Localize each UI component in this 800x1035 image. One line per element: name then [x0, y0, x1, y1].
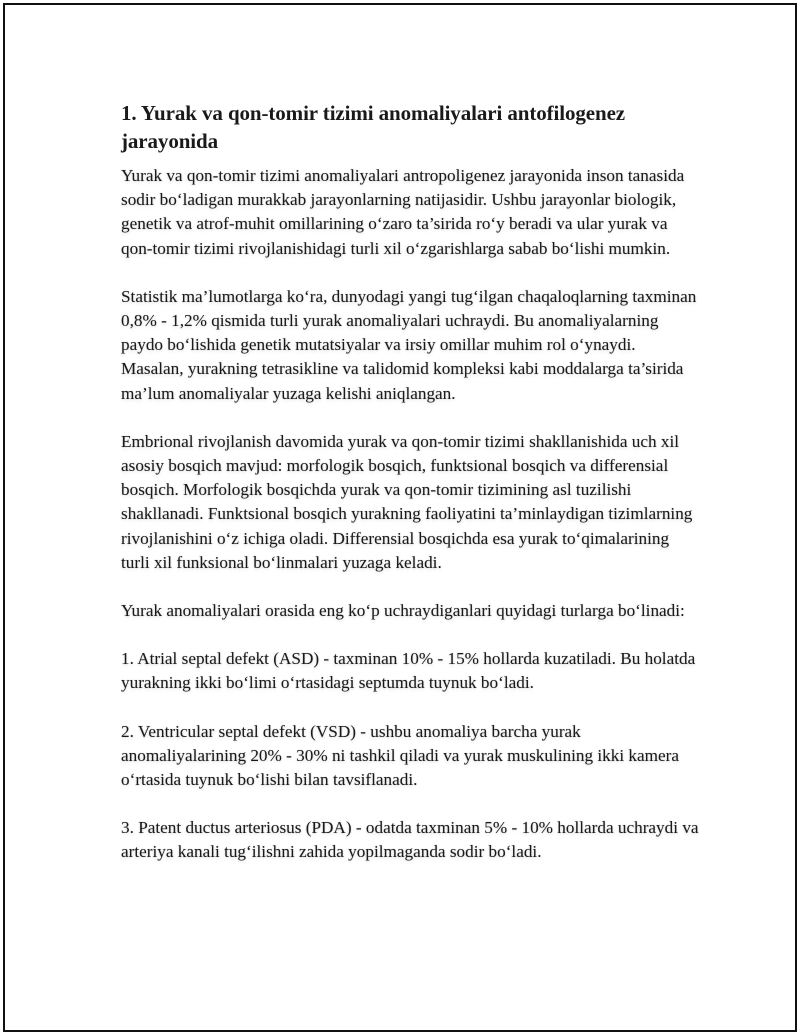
section-heading: 1. Yurak va qon-tomir tizimi anomaliyalari antofilogenez jarayonida: [121, 101, 626, 153]
document-body: [121, 99, 699, 889]
paragraph-list-intro: Yurak anomaliyalari orasida eng ko‘p uchraydiganlari quyidagi turlarga bo‘linadi:: [121, 601, 685, 621]
list-item-vsd: 2. Ventricular septal defekt (VSD) - ushbu anomaliya barcha yurak anomaliyalarining 20% - 30% ni tashkil qiladi va yurak muskulining ikki kamera o‘rtasida tuynuk bo‘lishi bilan tavsiflanadi.: [121, 721, 679, 790]
paragraph-statistics: Statistik ma’lumotlarga ko‘ra, dunyodagi yangi tug‘ilgan chaqaloqlarning taxminan 0,8% - 1,2% qismida turli yurak anomaliyalari uchraydi. Bu anomaliyalarning paydo bo‘lishida genetik mutatsiyalar va irsiy omillar muhim rol o‘ynaydi. Masalan, yurakning tetrasikline va talidomid kompleksi kabi moddalarga ta’sirida ma’lum anomaliyalar yuzaga kelishi aniqlangan.: [121, 286, 697, 403]
page-frame: [3, 3, 797, 1032]
paragraph-embryonic-stages: Embrional rivojlanish davomida yurak va qon-tomir tizimi shakllanishida uch xil asosiy bosqich mavjud: morfologik bosqich, funktsional bosqich va differensial bosqich. Morfologik bosqichda yurak va qon-tomir tizimining asl tuzilishi shakllanadi. Funktsional bosqich yurakning faoliyatini ta’minlaydigan tizimlarning rivojlanishini o‘z ichiga oladi. Differensial bosqichda esa yurak to‘qimalarining turli xil funksional bo‘linmalari yuzaga keladi.: [121, 431, 693, 572]
paragraph-intro: Yurak va qon-tomir tizimi anomaliyalari antropoligenez jarayonida inson tanasida sodir bo‘ladigan murakkab jarayonlarning natijasidir. Ushbu jarayonlar biologik, genetik va atrof-muhit omillarining o‘zaro ta’sirida ro‘y beradi va ular yurak va qon-tomir tizimi rivojlanishidagi turli xil o‘zgarishlarga sabab bo‘lishi mumkin.: [121, 166, 685, 258]
list-item-pda: 3. Patent ductus arteriosus (PDA) - odatda taxminan 5% - 10% hollarda uchraydi va arteriya kanali tug‘ilishni zahida yopilmaganda sodir bo‘ladi.: [121, 818, 699, 862]
list-item-asd: 1. Atrial septal defekt (ASD) - taxminan 10% - 15% hollarda kuzatiladi. Bu holatda yurakning ikki bo‘limi o‘rtasidagi septumda tuynuk bo‘ladi.: [121, 649, 696, 693]
